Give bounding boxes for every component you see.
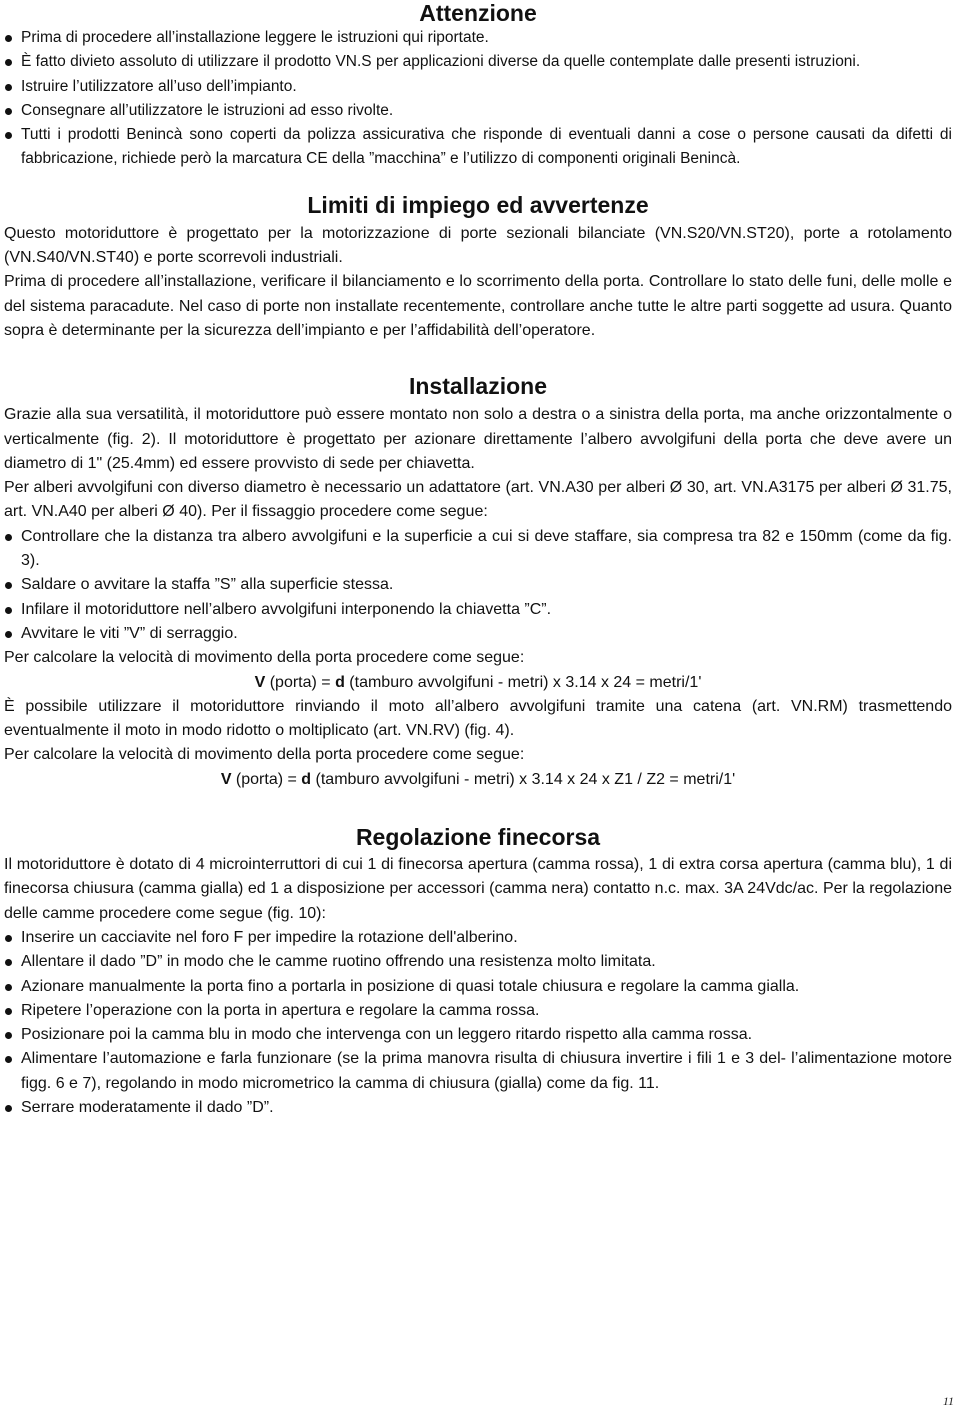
list-item: Tutti i prodotti Benincà sono coperti da polizza assicurativa che risponde di eventuali danni a cose o persone causati da difetti di fabbricazione, richiede però la marcatura CE della ”macchina” e l’utilizzo di componenti originali Benincà. xyxy=(4,123,952,172)
heading-limiti: Limiti di impiego ed avvertenze xyxy=(307,191,649,218)
installazione-list xyxy=(4,525,952,646)
list-item: Inserire un cacciavite nel foro F per impedire la rotazione dell'alberino. xyxy=(4,926,952,950)
formula-part: (porta) = xyxy=(265,673,336,691)
formula-d: d xyxy=(335,673,345,691)
attenzione-list xyxy=(4,26,952,172)
list-item: Controllare che la distanza tra albero avvolgifuni e la superficie a cui si deve staffare, sia compresa tra 82 e 150mm (come da fig. 3). xyxy=(4,525,952,574)
paragraph: È possibile utilizzare il motoriduttore rinviando il moto all’albero avvolgifuni tramite una catena (art. VN.RM) trasmettendo eventualmente il moto in modo ridotto o moltiplicato (art. VN.RV) (fig. 4). xyxy=(4,697,952,740)
list-item: È fatto divieto assoluto di utilizzare il prodotto VN.S per applicazioni diverse da quelle contemplate dalle presenti istruzioni. xyxy=(4,50,952,74)
paragraph: Per calcolare la velocità di movimento della porta procedere come segue: xyxy=(4,649,525,667)
paragraph: Prima di procedere all’installazione, verificare il bilanciamento e lo scorrimento della porta. Controllare lo stato delle funi, delle molle e del sistema paracadute. Nel caso di porte non installate recentemente, controllare anche tutte le altre parti soggette ad usura. Quanto sopra è determinante per la sicurezza dell’impianto e per l’affidabilità dell’operatore. xyxy=(4,273,952,339)
manual-page xyxy=(4,0,952,1120)
list-item: Saldare o avvitare la staffa ”S” alla superficie stessa. xyxy=(4,573,952,597)
section-attenzione xyxy=(4,0,952,172)
page-number: 11 xyxy=(942,1394,954,1408)
formula-part: (porta) = xyxy=(231,770,302,788)
section-limiti xyxy=(4,192,952,343)
formula-speed-chain xyxy=(4,768,952,792)
formula-part: (tamburo avvolgifuni - metri) x 3.14 x 24 = metri/1' xyxy=(344,673,702,691)
list-item: Prima di procedere all’installazione leggere le istruzioni qui riportate. xyxy=(4,26,952,50)
paragraph: Il motoriduttore è dotato di 4 microinterruttori di cui 1 di finecorsa apertura (camma rossa), 1 di extra corsa apertura (camma blu), 1 di finecorsa chiusura (camma gialla) ed 1 a disposizione per accessori (camma nera) contatto n.c. max. 3A 24Vdc/ac. Per la regolazione delle camme procedere come segue (fig. 10): xyxy=(4,856,952,922)
formula-part: (tamburo avvolgifuni - metri) x 3.14 x 24 x Z1 / Z2 = metri/1' xyxy=(311,770,736,788)
list-item: Infilare il motoriduttore nell’albero avvolgifuni interponendo la chiavetta ”C”. xyxy=(4,598,952,622)
list-item: Azionare manualmente la porta fino a portarla in posizione di quasi totale chiusura e regolare la camma gialla. xyxy=(4,975,952,999)
heading-installazione: Installazione xyxy=(408,373,548,400)
paragraph: Per alberi avvolgifuni con diverso diametro è necessario un adattatore (art. VN.A30 per alberi Ø 30, art. VN.A3175 per alberi Ø 31.75, art. VN.A40 per alberi Ø 40). Per il fissaggio procedere come segue: xyxy=(4,479,952,521)
paragraph: Per calcolare la velocità di movimento della porta procedere come segue: xyxy=(4,746,525,764)
heading-finecorsa: Regolazione finecorsa xyxy=(355,824,601,851)
list-item: Serrare moderatamente il dado ”D”. xyxy=(4,1096,952,1120)
list-item: Avvitare le viti ”V” di serraggio. xyxy=(4,622,952,646)
heading-attenzione: Attenzione xyxy=(419,0,537,26)
paragraph: Questo motoriduttore è progettato per la motorizzazione di porte sezionali bilanciate (VN.S20/VN.ST20), porte a rotolamento (VN.S40/VN.ST40) e porte scorrevoli industriali. xyxy=(4,224,952,267)
section-installazione xyxy=(4,373,952,792)
formula-v: V xyxy=(220,770,232,788)
formula-v: V xyxy=(254,673,266,691)
finecorsa-list xyxy=(4,926,952,1120)
list-item: Consegnare all’utilizzatore le istruzioni ad esso rivolte. xyxy=(4,99,952,123)
formula-d: d xyxy=(301,770,312,788)
list-item: Alimentare l’automazione e farla funzionare (se la prima manovra risulta di chiusura invertire i fili 1 e 3 del- l’alimentazione motore figg. 6 e 7), regolando in modo micrometrico la camma di chiusura (gialla) come da fig. 11. xyxy=(4,1047,952,1096)
formula-speed xyxy=(4,671,952,695)
list-item: Ripetere l’operazione con la porta in apertura e regolare la camma rossa. xyxy=(4,999,952,1023)
list-item: Istruire l’utilizzatore all’uso dell’impianto. xyxy=(4,75,952,99)
section-finecorsa xyxy=(4,824,952,1120)
list-item: Allentare il dado ”D” in modo che le camme ruotino offrendo una resistenza molto limitata. xyxy=(4,950,952,974)
list-item: Posizionare poi la camma blu in modo che intervenga con un leggero ritardo rispetto alla camma rossa. xyxy=(4,1023,952,1047)
paragraph: Grazie alla sua versatilità, il motoriduttore può essere montato non solo a destra o a sinistra della porta, ma anche orizzontalmente o verticalmente (fig. 2). Il motoriduttore è progettato per azionare direttamente l’albero avvolgifuni della porta che deve avere un diametro di 1" (25.4mm) ed essere provvisto di sede per chiavetta. xyxy=(4,406,952,472)
